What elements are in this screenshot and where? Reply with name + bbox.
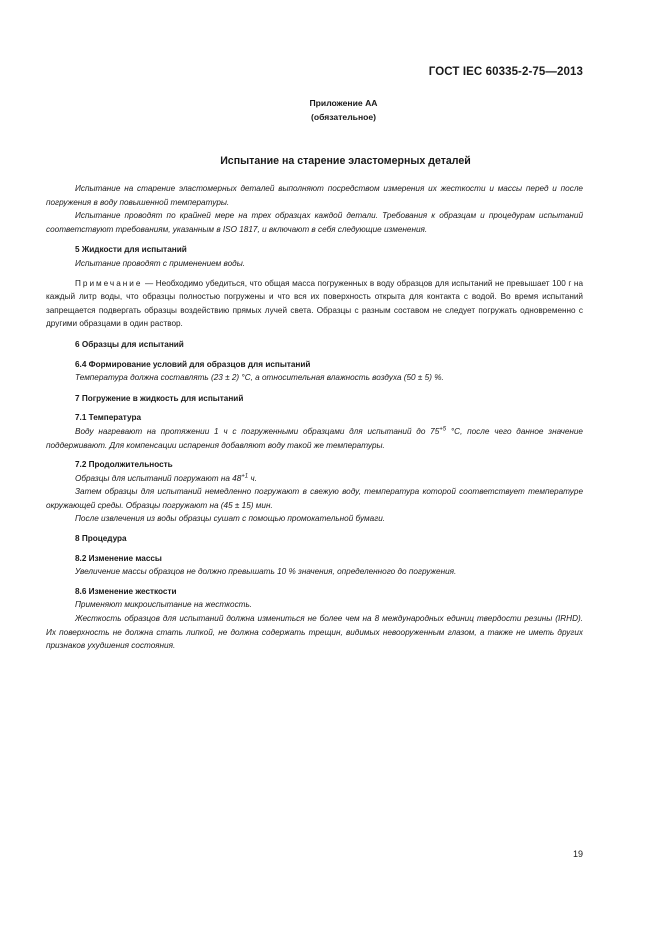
section-8-2-text: Увеличение массы образцов не должно превышать 10 % значения, определенного до погружения. — [75, 567, 457, 577]
section-7-1-heading: 7.1 Температура — [75, 413, 142, 423]
intro-paragraph-2: Испытание проводят по крайней мере на трех образцах каждой детали. Требования к образцам и процедурам испытаний соответствуют требованиям, указанным в ISO 1817, и включают в себя следующие изменения. — [46, 211, 583, 234]
section-8-6-text-1: Применяют микроиспытание на жесткость. — [75, 600, 253, 610]
section-5-note — [46, 277, 583, 331]
section-7-2-text-2: Затем образцы для испытаний немедленно погружают в свежую воду, температура которой соответствует температуре окружающей среды. Образцы погружают на (45 ± 15) мин. — [46, 487, 583, 510]
standard-code: ГОСТ IEC 60335-2-75—2013 — [428, 66, 583, 78]
note-label: Примечание — [75, 278, 143, 288]
section-7-2-text-1 — [46, 472, 583, 486]
s72-text-a: Образцы для испытаний погружают на 48 — [75, 473, 242, 483]
section-7-1-text — [46, 425, 583, 452]
section-6-4-heading: 6.4 Формирование условий для образцов для испытаний — [75, 359, 311, 369]
section-6-4-text: Температура должна составлять (23 ± 2) °С, а относительная влажность воздуха (50 ± 5) %. — [75, 373, 444, 383]
s71-text-b: °С, после чего данное значение поддерживают. Для компенсации испарения добавляют воду такой же температуры. — [46, 426, 583, 450]
annex-heading — [0, 96, 661, 124]
note-text: — Необходимо убедиться, что общая масса погруженных в воду образцов для испытаний не превышает 100 г на каждый литр воды, что образцы полностью погружены и что вся их поверхность открыта для контакта с водой. Во время испытаний запрещается подвергать образцы воздействию прямых лучей света. Образцы с разным составом не следует погружать одновременно с другими образцами в один раствор. — [46, 278, 583, 329]
section-7-2-text-3: После извлечения из воды образцы сушат с помощью промокательной бумаги. — [75, 514, 386, 524]
section-8-2-heading: 8.2 Изменение массы — [75, 553, 162, 563]
page-number: 19 — [572, 849, 583, 859]
s72-text-b: ч. — [248, 473, 257, 483]
section-5-heading: 5 Жидкости для испытаний — [75, 245, 187, 255]
section-8-6-heading: 8.6 Изменение жесткости — [75, 586, 177, 596]
s71-text-a: Воду нагревают на протяжении 1 ч с погруженными образцами для испытаний до 75 — [75, 426, 440, 436]
section-5-text: Испытание проводят с применением воды. — [75, 258, 245, 268]
document-title: Испытание на старение эластомерных деталей — [220, 155, 471, 167]
section-6-heading: 6 Образцы для испытаний — [75, 339, 184, 349]
document-body — [46, 182, 583, 653]
s72-sup: +1 — [241, 472, 249, 479]
annex-title: Приложение АА — [309, 98, 378, 108]
intro-paragraph-1: Испытание на старение эластомерных деталей выполняют посредством измерения их жесткости и массы перед и после погружения в воду повышенной температуры. — [46, 184, 583, 207]
annex-status: (обязательное) — [310, 112, 377, 122]
section-8-6-text-2: Жесткость образцов для испытаний должна измениться не более чем на 8 международных единиц твердости резины (IRHD). Их поверхность не должна стать липкой, не должна содержать трещин, видимых невооруженным глазом, а также не иметь других признаков ухудшения состояния. — [46, 614, 583, 651]
s71-sup: +5 — [439, 426, 447, 433]
section-7-2-heading: 7.2 Продолжительность — [75, 460, 173, 470]
section-8-heading: 8 Процедура — [75, 534, 127, 544]
section-7-heading: 7 Погружение в жидкость для испытаний — [75, 393, 244, 403]
